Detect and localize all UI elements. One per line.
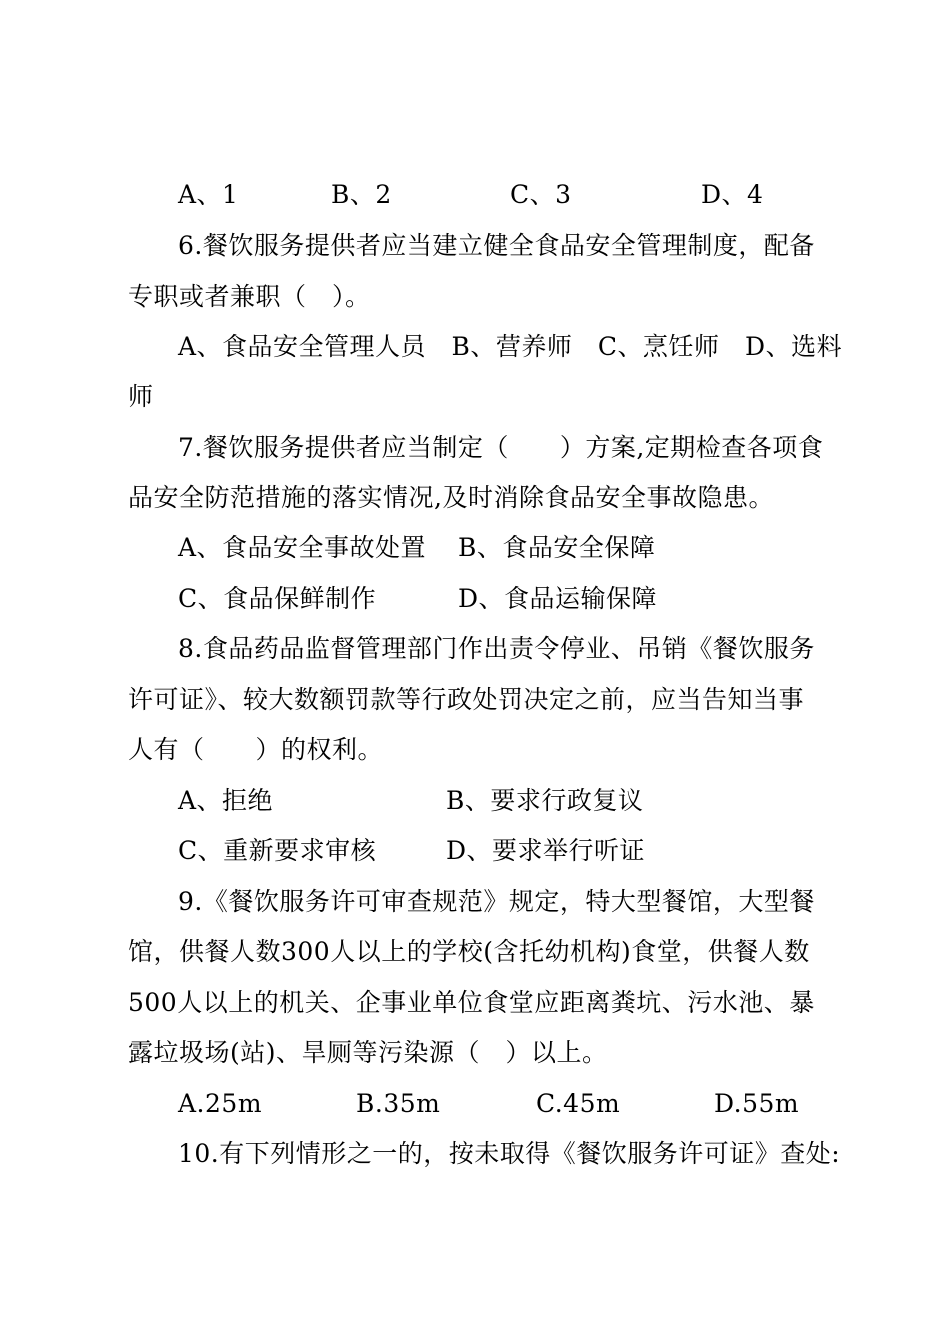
q8-option-b: B、要求行政复议 — [446, 786, 644, 815]
q6-options-line: A、食品安全管理人员 B、营养师 C、烹饪师 D、选料 — [178, 332, 843, 361]
q7-question-line-2: 品安全防范措施的落实情况,及时消除食品安全事故隐患。 — [128, 483, 774, 512]
q8-option-c: C、重新要求审核 — [178, 836, 377, 865]
q8-question-line-3: 人有（ ）的权利。 — [128, 735, 384, 764]
q7-option-d: D、食品运输保障 — [458, 584, 658, 613]
q9-question-line-1: 9.《餐饮服务许可审查规范》规定，特大型餐馆，大型餐 — [178, 887, 815, 916]
q8-question-line-1: 8.食品药品监督管理部门作出责令停业、吊销《餐饮服务 — [178, 634, 815, 663]
q8-option-a: A、拒绝 — [178, 786, 274, 815]
q7-question-line-1: 7.餐饮服务提供者应当制定（ ）方案,定期检查各项食 — [178, 433, 824, 462]
q9-question-line-2: 馆，供餐人数300人以上的学校(含托幼机构)食堂，供餐人数 — [128, 937, 810, 966]
q7-option-c: C、食品保鲜制作 — [178, 584, 377, 613]
q8-question-line-2: 许可证》、较大数额罚款等行政处罚决定之前，应当告知当事 — [128, 685, 805, 714]
q7-option-b: B、食品安全保障 — [458, 533, 656, 562]
q6-question-line-1: 6.餐饮服务提供者应当建立健全食品安全管理制度，配备 — [178, 231, 815, 260]
q5-option-a: A、1 — [178, 180, 239, 209]
q6-question-line-2: 专职或者兼职（ ）。 — [128, 282, 371, 311]
q9-option-b: B.35m — [356, 1089, 441, 1118]
q7-option-a: A、食品安全事故处置 — [178, 533, 427, 562]
q9-option-d: D.55m — [714, 1089, 800, 1118]
q9-option-c: C.45m — [536, 1089, 621, 1118]
q10-question-line-1: 10.有下列情形之一的，按未取得《餐饮服务许可证》查处: — [178, 1139, 841, 1168]
q5-option-b: B、2 — [331, 180, 392, 209]
q6-options-wrap: 师 — [128, 382, 154, 411]
q5-option-d: D、4 — [701, 180, 764, 209]
q9-option-a: A.25m — [178, 1089, 263, 1118]
q5-option-c: C、3 — [510, 180, 572, 209]
q9-question-line-4: 露垃圾场(站)、旱厕等污染源（ ）以上。 — [128, 1038, 608, 1067]
q9-question-line-3: 500人以上的机关、企事业单位食堂应距离粪坑、污水池、暴 — [128, 988, 815, 1017]
q8-option-d: D、要求举行听证 — [446, 836, 646, 865]
